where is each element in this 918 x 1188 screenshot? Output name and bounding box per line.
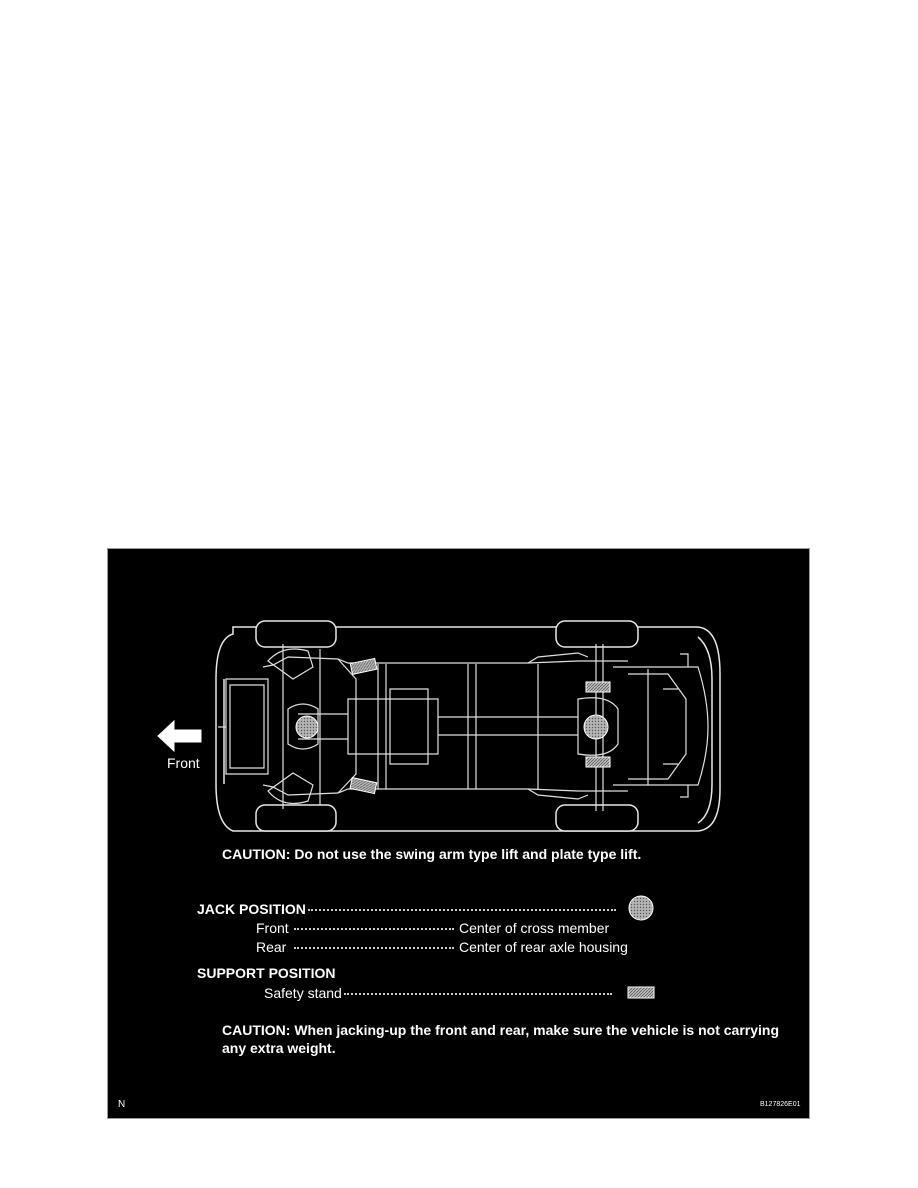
frame — [218, 644, 708, 811]
jack-rear-label: Rear — [256, 939, 287, 955]
jack-front-leader — [294, 928, 454, 930]
jack-position-heading: JACK POSITION — [197, 901, 306, 917]
vehicle-lift-diagram — [107, 548, 810, 1119]
support-position-heading: SUPPORT POSITION — [197, 965, 336, 981]
caution-extra-weight-line2: any extra weight. — [222, 1040, 336, 1056]
jack-front-value: Center of cross member — [459, 920, 610, 936]
jack-leader-dots — [308, 909, 616, 911]
figure-code: B127826E01 — [760, 1101, 801, 1108]
caution-extra-weight-line1: CAUTION: When jacking-up the front and rear, make sure the vehicle is not carrying — [222, 1022, 780, 1038]
front-arrow-icon — [158, 721, 201, 751]
safety-stand-label: Safety stand — [264, 985, 342, 1001]
jack-front-label: Front — [256, 920, 289, 936]
support-point-icon — [628, 987, 654, 998]
front-label: Front — [167, 755, 200, 771]
support-points — [350, 658, 610, 793]
jack-rear-value: Center of rear axle housing — [459, 939, 628, 955]
support-leader-dots — [344, 993, 612, 995]
caution-lift-type: CAUTION: Do not use the swing arm type lift and plate type lift. — [222, 846, 642, 862]
jack-rear-leader — [294, 947, 454, 949]
jack-point-icon — [629, 896, 653, 920]
corner-mark: N — [118, 1099, 126, 1110]
